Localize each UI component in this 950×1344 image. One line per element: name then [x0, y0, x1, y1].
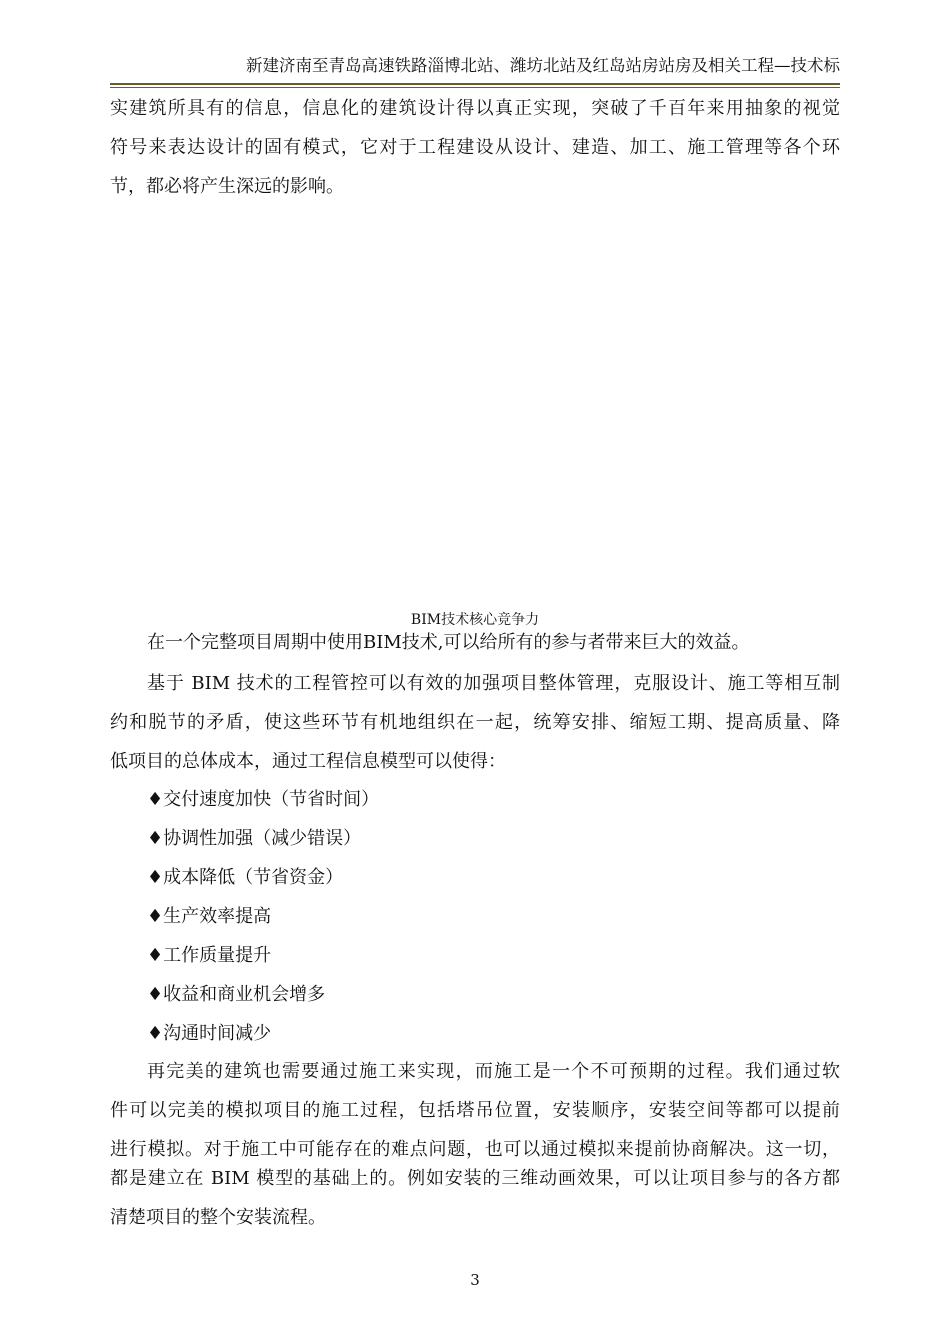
- bullet-item: ♦工作质量提升: [147, 945, 272, 966]
- section-paragraph-3-line-1: 再完美的建筑也需要通过施工来实现，而施工是一个不可预期的过程。我们通过软: [147, 1061, 840, 1082]
- figure-caption: BIM技术核心竞争力: [410, 612, 540, 628]
- figure-image-area: [110, 210, 840, 600]
- bullet-item: ♦收益和商业机会增多: [147, 984, 326, 1005]
- header-rule-thin: [110, 87, 840, 88]
- header-rule: [110, 83, 840, 85]
- section-paragraph-2-line-1: 基于 BIM 技术的工程管控可以有效的加强项目整体管理，克服设计、施工等相互制: [147, 673, 840, 694]
- section-paragraph-2-line-2: 约和脱节的矛盾，使这些环节有机地组织在一起，统筹安排、缩短工期、提高质量、降: [110, 712, 840, 733]
- page-header-title: 新建济南至青岛高速铁路淄博北站、潍坊北站及红岛站房站房及相关工程—技术标: [246, 56, 840, 75]
- section-paragraph-3-line-2: 件可以完美的模拟项目的施工过程，包括塔吊位置，安装顺序，安装空间等都可以提前: [110, 1100, 840, 1121]
- section-paragraph-2-line-3: 低项目的总体成本，通过工程信息模型可以使得：: [110, 751, 506, 772]
- bullet-item: ♦成本降低（节省资金）: [147, 867, 344, 888]
- intro-line-2: 符号来表达设计的固有模式，它对于工程建设从设计、建造、加工、施工管理等各个环: [110, 137, 840, 158]
- bullet-item: ♦沟通时间减少: [147, 1023, 272, 1044]
- bullet-item: ♦生产效率提高: [147, 906, 272, 927]
- section-paragraph-3-line-3: 进行模拟。对于施工中可能存在的难点问题，也可以通过模拟来提前协商解决。这一切，: [110, 1139, 840, 1160]
- page-number: 3: [470, 1271, 480, 1289]
- intro-line-1: 实建筑所具有的信息，信息化的建筑设计得以真正实现，突破了千百年来用抽象的视觉: [110, 98, 840, 119]
- section-paragraph-3-line-4: 都是建立在 BIM 模型的基础上的。例如安装的三维动画效果，可以让项目参与的各方都: [110, 1168, 840, 1189]
- section-paragraph-1: 在一个完整项目周期中使用BIM技术,可以给所有的参与者带来巨大的效益。: [147, 632, 750, 653]
- section-paragraph-3-line-5: 清楚项目的整个安装流程。: [110, 1207, 326, 1228]
- intro-line-3: 节，都必将产生深远的影响。: [110, 176, 344, 197]
- bullet-item: ♦交付速度加快（节省时间）: [147, 789, 380, 810]
- bullet-item: ♦协调性加强（减少错误）: [147, 828, 362, 849]
